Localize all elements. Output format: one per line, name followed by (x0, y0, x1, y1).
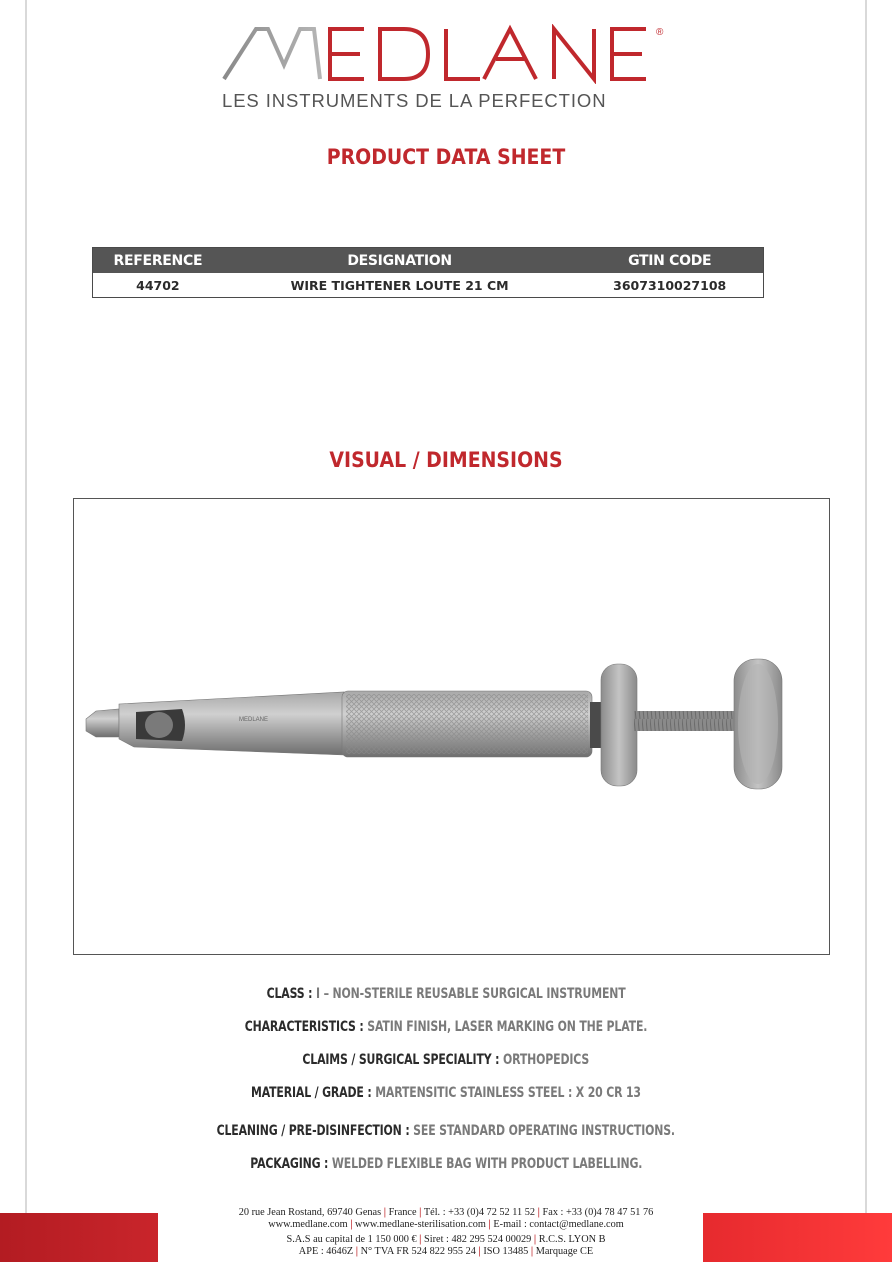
medlane-wordmark (222, 24, 662, 84)
spec-label: MATERIAL / GRADE (251, 1085, 364, 1101)
header-designation: DESIGNATION (223, 248, 577, 274)
cell-designation: WIRE TIGHTENER LOUTE 21 CM (290, 277, 509, 293)
product-data-sheet-title: PRODUCT DATA SHEET (326, 145, 566, 169)
footer-registration-line: APE : 4646Z | N° TVA FR 524 822 955 24 | ISO 13485 | Marquage CE (298, 1246, 594, 1257)
spec-label: CLAIMS / SURGICAL SPECIALITY (302, 1052, 492, 1068)
footer-web-line: www.medlane.com | www.medlane-sterilisation.com | E-mail : contact@medlane.com (268, 1219, 624, 1230)
wire-tightener-image (74, 499, 829, 954)
footer-company-line: S.A.S au capital de 1 150 000 € | Siret : 482 295 524 00029 | R.C.S. LYON B (286, 1234, 606, 1245)
spec-value: SEE STANDARD OPERATING INSTRUCTIONS. (413, 1123, 676, 1139)
spec-label: CLASS (266, 986, 305, 1002)
registered-mark: ® (656, 27, 664, 38)
spec-class: CLASS : I – NON-STERILE REUSABLE SURGICAL INSTRUMENT (266, 986, 626, 1002)
table-row (93, 273, 764, 298)
spec-characteristics: CHARACTERISTICS : SATIN FINISH, LASER MARKING ON THE PLATE. (244, 1019, 648, 1035)
spec-value: I – NON-STERILE REUSABLE SURGICAL INSTRUMENT (315, 986, 626, 1002)
spec-cleaning: CLEANING / PRE-DISINFECTION : SEE STANDARD OPERATING INSTRUCTIONS. (216, 1123, 676, 1139)
spec-value: WELDED FLEXIBLE BAG WITH PRODUCT LABELLING. (331, 1156, 643, 1172)
website-link[interactable]: www.medlane.com (268, 1219, 348, 1230)
spec-value: MARTENSITIC STAINLESS STEEL : X 20 CR 13 (375, 1085, 641, 1101)
spec-label: CHARACTERISTICS (244, 1019, 356, 1035)
header-gtin-code: GTIN CODE (576, 248, 763, 274)
visual-dimensions-title: VISUAL / DIMENSIONS (329, 448, 563, 472)
footer-address-line: 20 rue Jean Rostand, 69740 Genas | France | Tél. : +33 (0)4 72 52 11 52 | Fax : +33 (0)4 78 47 51 76 (238, 1207, 654, 1218)
email-link[interactable]: E-mail : contact@medlane.com (493, 1219, 624, 1230)
spec-claims: CLAIMS / SURGICAL SPECIALITY : ORTHOPEDICS (302, 1052, 590, 1068)
spec-material: MATERIAL / GRADE : MARTENSITIC STAINLESS STEEL : X 20 CR 13 (251, 1085, 641, 1101)
header-reference: REFERENCE (93, 248, 223, 274)
spec-label: CLEANING / PRE-DISINFECTION (216, 1123, 402, 1139)
spec-packaging: PACKAGING : WELDED FLEXIBLE BAG WITH PRODUCT LABELLING. (249, 1156, 643, 1172)
product-visual-box (73, 498, 830, 955)
cell-reference: 44702 (136, 277, 180, 293)
cell-gtin-code: 3607310027108 (613, 277, 727, 293)
spec-value: ORTHOPEDICS (503, 1052, 590, 1068)
table-header-row (93, 248, 764, 274)
spec-value: SATIN FINISH, LASER MARKING ON THE PLATE. (367, 1019, 648, 1035)
spec-label: PACKAGING (249, 1156, 321, 1172)
reference-table (92, 247, 764, 298)
sterilisation-website-link[interactable]: www.medlane-sterilisation.com (355, 1219, 486, 1230)
svg-text:MEDLANE: MEDLANE (239, 717, 269, 723)
brand-tagline: LES INSTRUMENTS DE LA PERFECTION (222, 90, 607, 111)
